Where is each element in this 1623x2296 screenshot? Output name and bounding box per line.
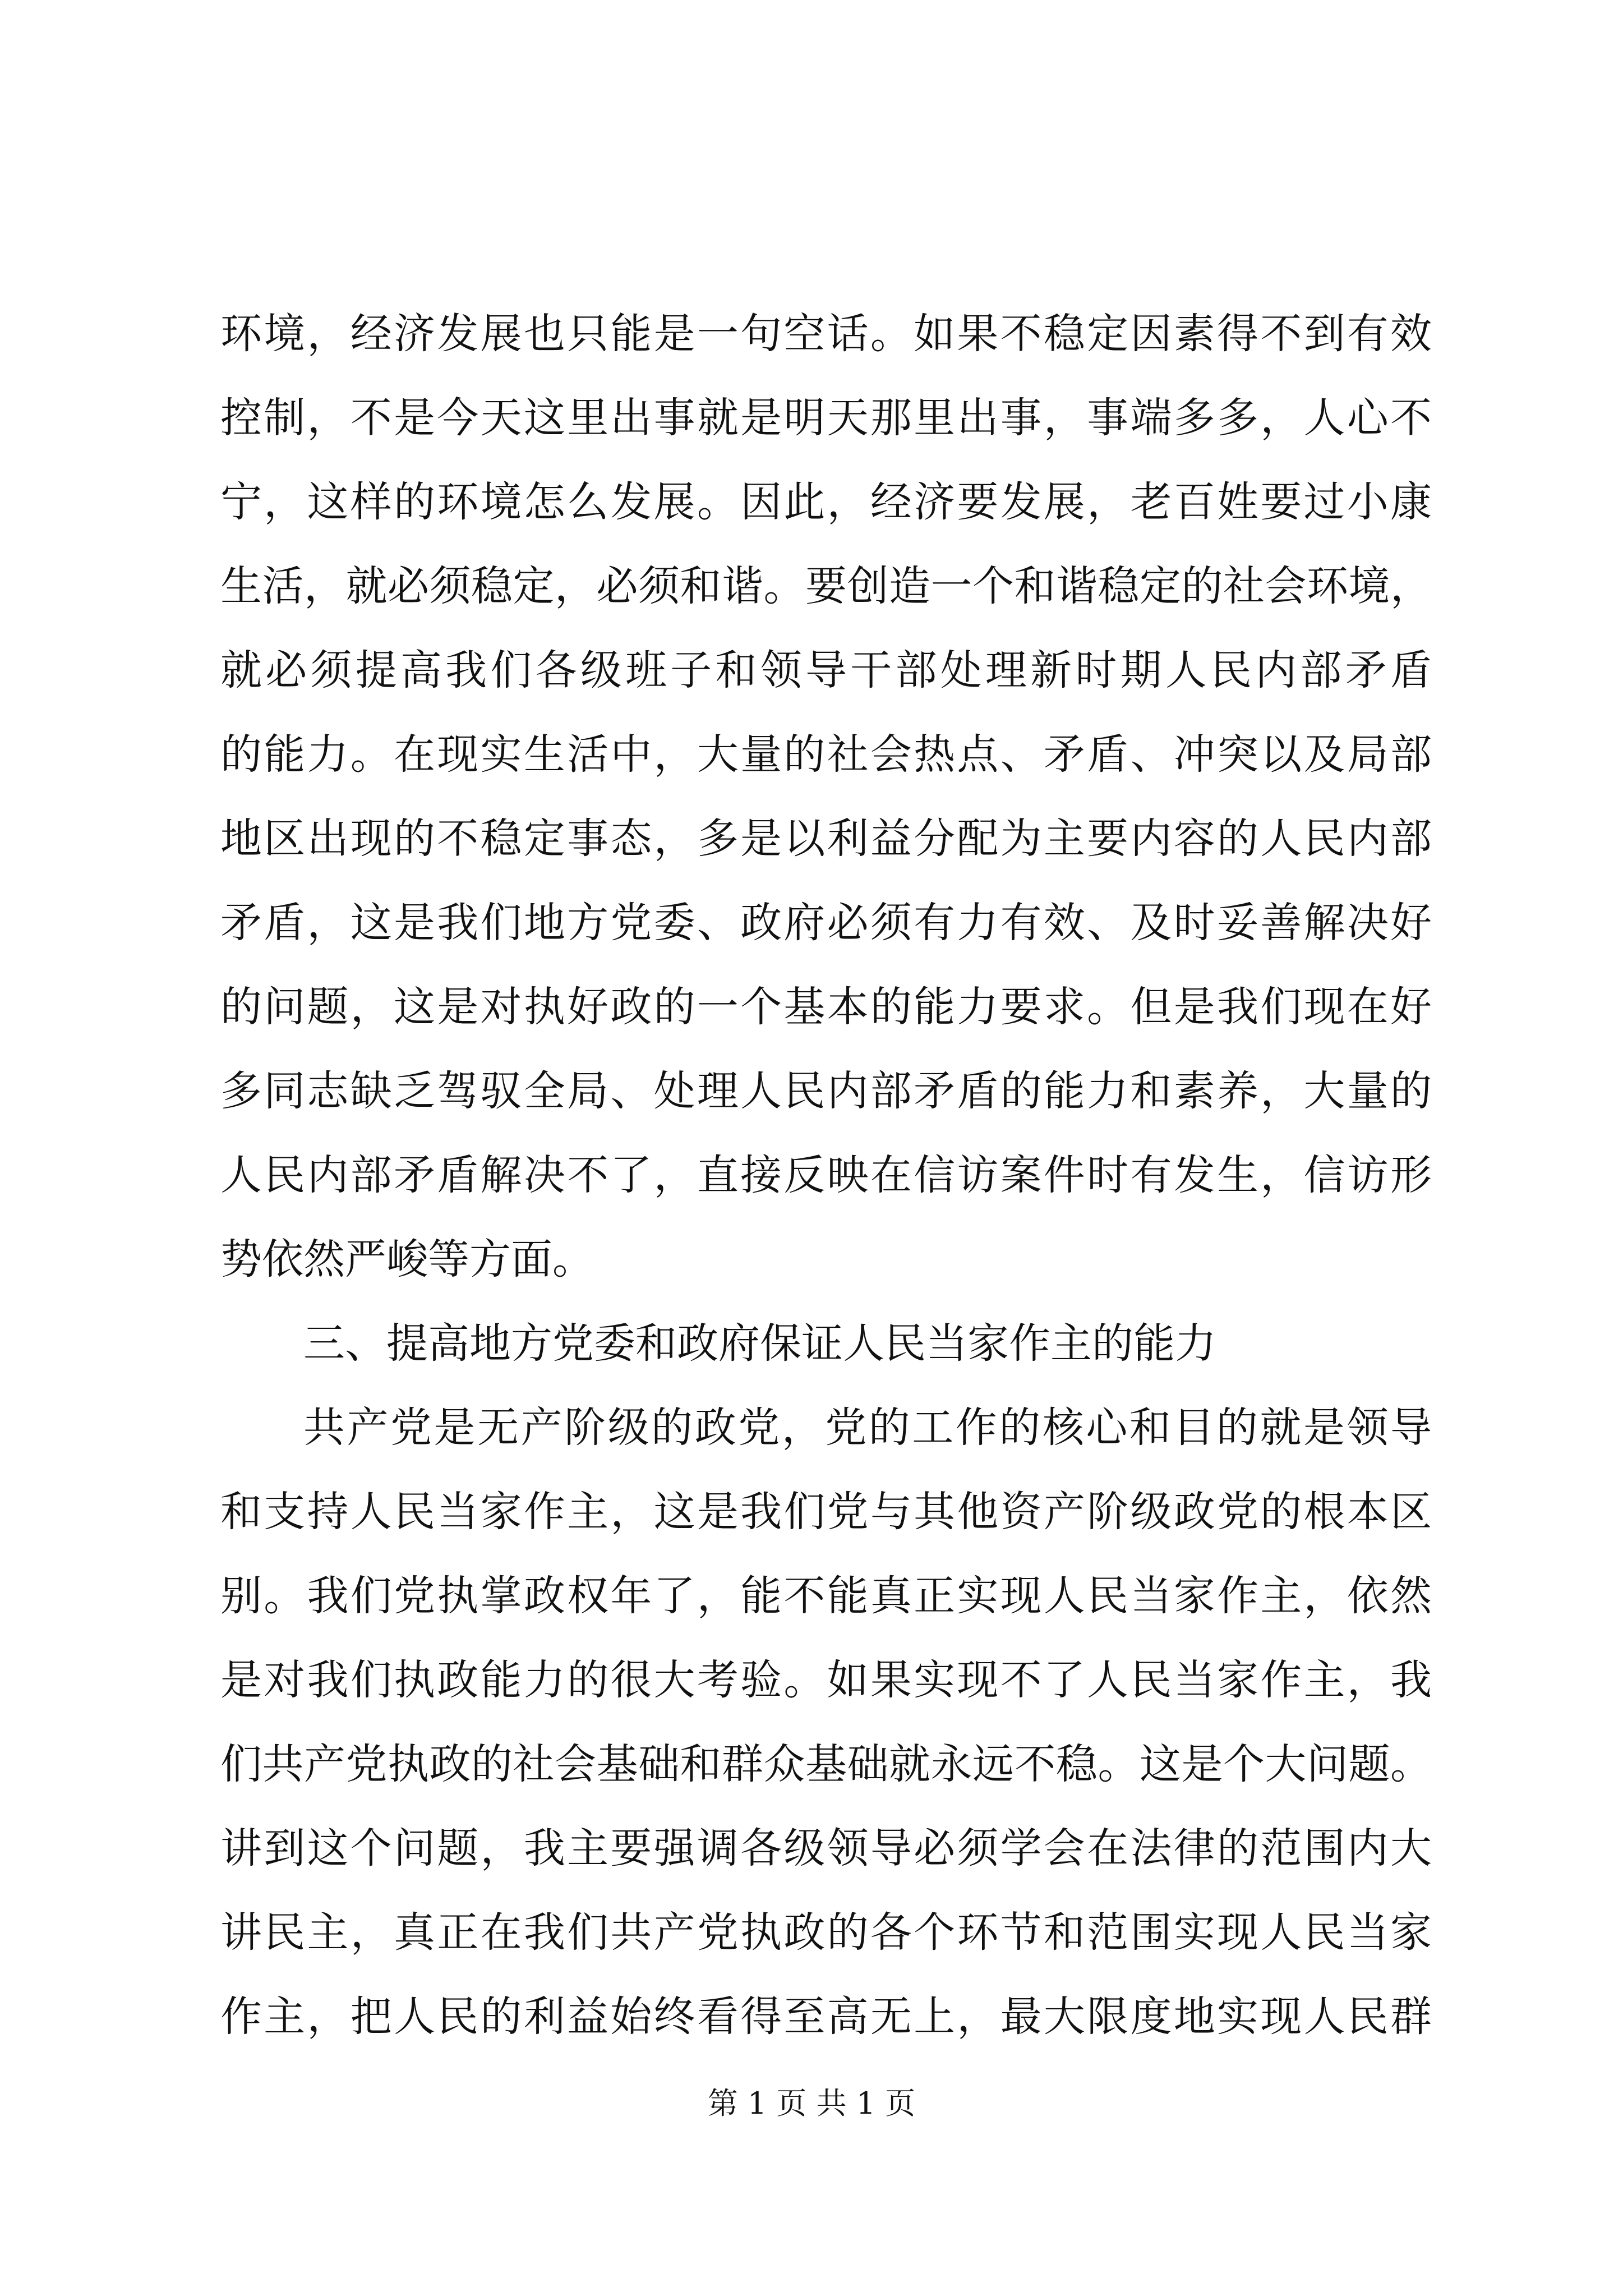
body-text-line: 们共产党执政的社会基础和群众基础就永远不稳。这是个大问题。 [220,1740,1432,1788]
body-text-line: 矛盾，这是我们地方党委、政府必须有力有效、及时妥善解决好 [220,899,1432,947]
body-text-line: 控制，不是今天这里出事就是明天那里出事，事端多多，人心不 [220,394,1432,442]
body-text-line: 讲民主，真正在我们共产党执政的各个环节和范围实现人民当家 [220,1908,1432,1957]
body-text-line: 宁，这样的环境怎么发展。因此，经济要发展，老百姓要过小康 [220,478,1432,526]
body-text-line: 和支持人民当家作主，这是我们党与其他资产阶级政党的根本区 [220,1488,1432,1536]
body-text-line: 作主，把人民的利益始终看得至高无上，最大限度地实现人民群 [220,1993,1432,2041]
body-text-line: 生活，就必须稳定，必须和谐。要创造一个和谐稳定的社会环境， [220,562,1432,610]
body-text-line: 地区出现的不稳定事态，多是以利益分配为主要内容的人民内部 [220,815,1432,863]
body-text-line: 的能力。在现实生活中，大量的社会热点、矛盾、冲突以及局部 [220,730,1432,779]
body-text-line: 共产党是无产阶级的政党，党的工作的核心和目的就是领导 [303,1404,1432,1452]
body-text-line: 的问题，这是对执好政的一个基本的能力要求。但是我们现在好 [220,983,1432,1031]
body-text-line: 势依然严峻等方面。 [220,1235,594,1283]
body-text-line: 别。我们党执掌政权年了，能不能真正实现人民当家作主，依然 [220,1572,1432,1620]
section-heading: 三、提高地方党委和政府保证人民当家作主的能力 [303,1319,1216,1368]
body-text-line: 就必须提高我们各级班子和领导干部处理新时期人民内部矛盾 [220,646,1432,694]
body-text-line: 多同志缺乏驾驭全局、处理人民内部矛盾的能力和素养，大量的 [220,1067,1432,1115]
page-footer: 第 1 页 共 1 页 [707,2086,916,2121]
body-text-line: 讲到这个问题，我主要强调各级领导必须学会在法律的范围内大 [220,1824,1432,1872]
body-text-line: 人民内部矛盾解决不了，直接反映在信访案件时有发生，信访形 [220,1151,1432,1199]
body-text-line: 环境，经济发展也只能是一句空话。如果不稳定因素得不到有效 [220,310,1432,358]
body-text-line: 是对我们执政能力的很大考验。如果实现不了人民当家作主，我 [220,1656,1432,1704]
